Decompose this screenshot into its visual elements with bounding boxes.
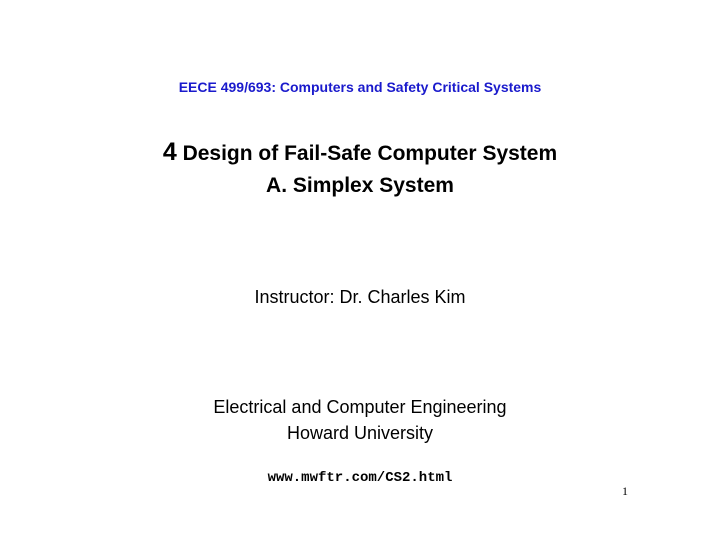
title-line-2: A. Simplex System xyxy=(266,174,454,197)
course-url[interactable]: www.mwftr.com/CS2.html xyxy=(267,470,453,486)
title-line-1 xyxy=(0,136,720,170)
slide-title xyxy=(0,136,720,202)
title-text: Design of Fail-Safe Computer System xyxy=(182,142,558,165)
chapter-number: 4 xyxy=(162,138,177,166)
course-title: EECE 499/693: Computers and Safety Critical Systems xyxy=(178,79,542,95)
page-number: 1 xyxy=(622,484,628,498)
affiliation xyxy=(0,394,720,446)
instructor: Instructor: Dr. Charles Kim xyxy=(254,287,466,307)
department: Electrical and Computer Engineering xyxy=(213,397,507,417)
university: Howard University xyxy=(286,423,434,443)
